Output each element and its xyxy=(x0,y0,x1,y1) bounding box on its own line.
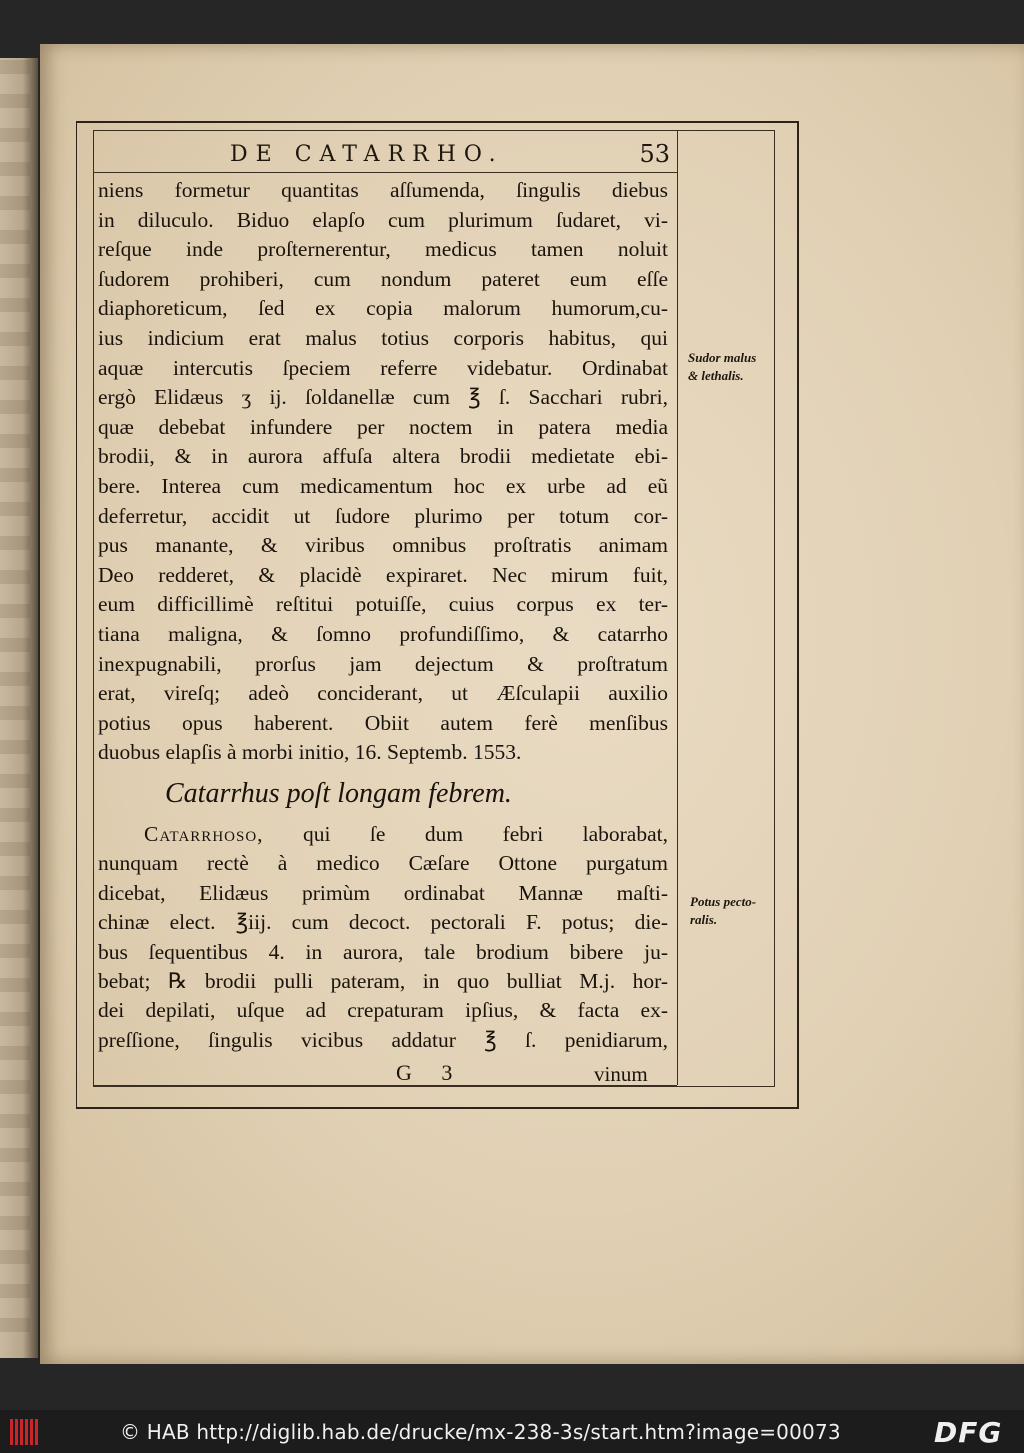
text-line: dicebat, Elidæus primùm ordinabat Mannæ maſti- xyxy=(98,880,668,905)
margin-note-line: Potus pecto- xyxy=(690,894,757,909)
text-line xyxy=(98,820,668,849)
text-line: chinæ elect. ℥iij. cum decoct. pectorali F. potus; die- xyxy=(98,910,668,935)
text-line: eum difficillimè reſtitui potuiſſe, cuius corpus ex ter- xyxy=(98,592,668,617)
main-text-block xyxy=(98,176,668,768)
text-line: deferretur, accidit ut ſudore plurimo per totum cor- xyxy=(98,503,668,528)
text-line: reſque inde proſternerentur, medicus tamen noluit xyxy=(98,237,668,262)
text-line: ſudorem prohiberi, cum nondum pateret eum eſſe xyxy=(98,266,668,291)
section-heading: Catarrhus poſt longam febrem. xyxy=(165,778,512,809)
margin-note-sudor xyxy=(688,349,788,385)
text-line: niens formetur quantitas aſſumenda, ſingulis diebus xyxy=(98,178,668,202)
text-line: Deo redderet, & placidè expiraret. Nec mirum fuit, xyxy=(98,562,668,587)
text-line: diaphoreticum, ſed ex copia malorum humorum,cu- xyxy=(98,296,668,321)
text-line: quæ debebat infundere per noctem in patera media xyxy=(98,414,668,439)
text-line: preſſione, ſingulis vicibus addatur ℥ ſ. penidiarum, xyxy=(98,1027,668,1052)
text-line: duobus elapſis à morbi initio, 16. Septemb. 1553. xyxy=(98,740,522,765)
text-line: dei depilati, uſque ad crepaturam ipſius, & facta ex- xyxy=(98,998,668,1023)
text-line: in diluculo. Biduo elapſo cum plurimum ſudaret, vi- xyxy=(98,207,668,232)
section-initial-word: Catarrhoso, xyxy=(144,822,264,846)
text-line: aquæ intercutis ſpeciem referre videbatur. Ordinabat xyxy=(98,355,668,380)
margin-note-line: & lethalis. xyxy=(688,368,744,383)
page-number: 53 xyxy=(639,140,670,168)
section-text-block xyxy=(98,820,668,1055)
viewer-footer xyxy=(0,1410,1024,1453)
signature-mark: G 3 xyxy=(396,1060,465,1085)
catchword: vinum xyxy=(594,1062,648,1086)
text-line: pus manante, & viribus omnibus proſtratis animam xyxy=(98,533,668,558)
header-rule xyxy=(93,172,677,173)
dfg-logo[interactable]: DFG xyxy=(934,1416,1003,1449)
hab-logo-icon[interactable] xyxy=(10,1419,44,1445)
text-line: brodii, & in aurora affuſa altera brodii medietate ebi- xyxy=(98,444,668,469)
text-line: bebat; ℞ brodii pulli pateram, in quo bulliat M.j. hor- xyxy=(98,968,668,993)
text-line: ius indicium erat malus totius corporis habitus, qui xyxy=(98,325,668,350)
text-line: bere. Interea cum medicamentum hoc ex urbe ad eũ xyxy=(98,473,668,498)
text-line: inexpugnabili, prorſus jam dejectum & proſtratum xyxy=(98,651,668,676)
text-line: erat, vireſq; adeò conciderant, ut Æſculapii auxilio xyxy=(98,681,668,706)
running-title: DE CATARRHO. xyxy=(230,142,504,167)
section-first-line-rest: qui ſe dum febri laborabat, xyxy=(263,822,668,846)
previous-page-text-shadow xyxy=(0,60,30,1350)
text-line: nunquam rectè à medico Cæſare Ottone purgatum xyxy=(98,851,668,876)
text-line: bus ſequentibus 4. in aurora, tale brodium bibere ju- xyxy=(98,939,668,964)
text-line: tiana maligna, & ſomno profundiſſimo, & catarrho xyxy=(98,621,668,646)
copyright-link[interactable]: © HAB http://diglib.hab.de/drucke/mx-238-3s/start.htm?image=00073 xyxy=(120,1420,841,1444)
margin-note-potus xyxy=(690,893,790,929)
margin-note-line: ralis. xyxy=(690,912,718,927)
text-line: potius opus haberent. Obiit autem ferè menſibus xyxy=(98,710,668,735)
text-line: ergò Elidæus ʒ ij. ſoldanellæ cum ℥ ſ. Sacchari rubri, xyxy=(98,385,668,410)
margin-column-rule xyxy=(677,130,678,1085)
margin-note-line: Sudor malus xyxy=(688,350,757,365)
footer-rule xyxy=(93,1085,677,1086)
